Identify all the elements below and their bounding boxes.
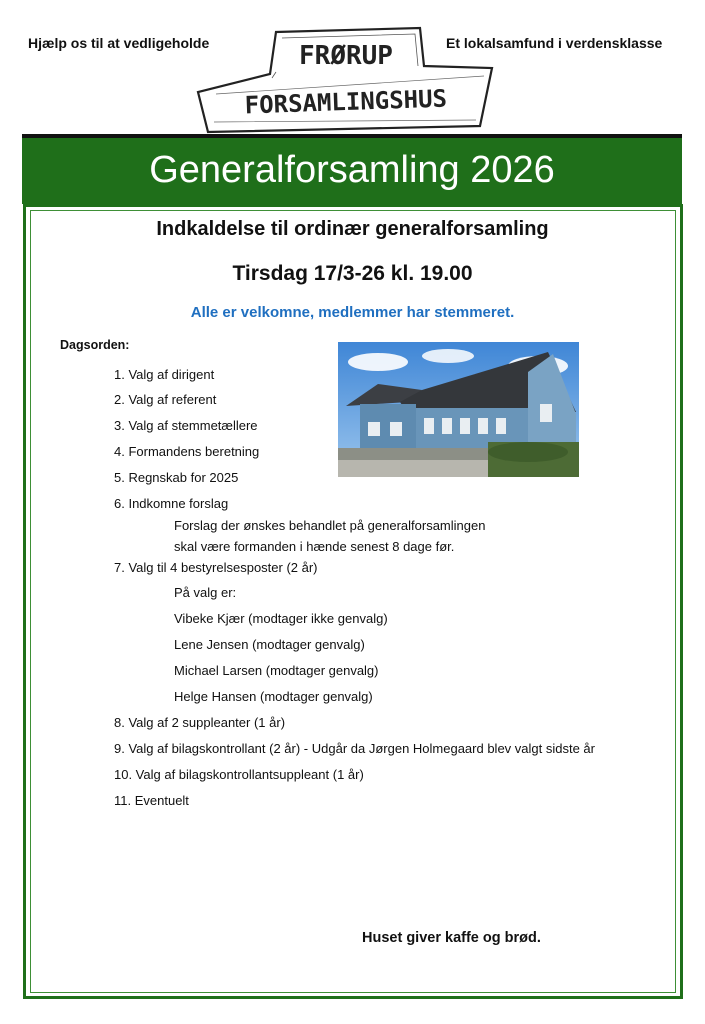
footer-note: Huset giver kaffe og brød. <box>362 930 541 946</box>
title-banner <box>22 138 682 204</box>
agenda-item: 6. Indkomne forslag <box>114 496 229 511</box>
agenda-item: 5. Regnskab for 2025 <box>114 470 239 485</box>
banner-title: Generalforsamling 2026 <box>149 149 555 191</box>
logo-line1: FRØRUP <box>299 41 393 71</box>
agenda-item: 7. Valg til 4 bestyrelsesposter (2 år) <box>114 560 318 575</box>
agenda-item: 11. Eventuelt <box>114 793 189 808</box>
agenda-heading: Dagsorden: <box>60 338 130 352</box>
right-tagline: Et lokalsamfund i verdensklasse <box>446 35 663 51</box>
welcome-note: Alle er velkomne, medlemmer har stemmeret. <box>190 304 515 321</box>
candidate: Lene Jensen (modtager genvalg) <box>174 637 365 652</box>
agenda-item: 3. Valg af stemmetællere <box>114 418 258 433</box>
meeting-date: Tirsdag 17/3-26 kl. 19.00 <box>232 262 473 285</box>
agenda-item: 8. Valg af 2 suppleanter (1 år) <box>114 715 286 730</box>
meeting-subtitle: Indkaldelse til ordinær generalforsamling <box>156 218 549 240</box>
left-tagline: Hjælp os til at vedligeholde <box>28 35 210 51</box>
proposal-note: skal være formanden i hænde senest 8 dage før. <box>174 539 455 554</box>
candidate: Helge Hansen (modtager genvalg) <box>174 689 373 704</box>
agenda-item: 2. Valg af referent <box>114 392 217 407</box>
candidate: Michael Larsen (modtager genvalg) <box>174 663 379 678</box>
house-photo <box>338 342 579 477</box>
logo-line2: FORSAMLINGSHUS <box>244 84 448 120</box>
election-heading: På valg er: <box>174 585 237 600</box>
agenda-item: 1. Valg af dirigent <box>114 367 215 382</box>
agenda-item: 10. Valg af bilagskontrollantsuppleant (1 år) <box>114 767 364 782</box>
agenda-item: 4. Formandens beretning <box>114 444 260 459</box>
agenda-item: 9. Valg af bilagskontrollant (2 år) - Udgår da Jørgen Holmegaard blev valgt sidste år <box>114 741 595 756</box>
forsamlingshus-logo <box>196 22 496 134</box>
content-frame <box>23 204 683 999</box>
content-frame-inner <box>30 210 676 993</box>
proposal-note: Forslag der ønskes behandlet på generalforsamlingen <box>174 518 486 533</box>
candidate: Vibeke Kjær (modtager ikke genvalg) <box>174 611 388 626</box>
